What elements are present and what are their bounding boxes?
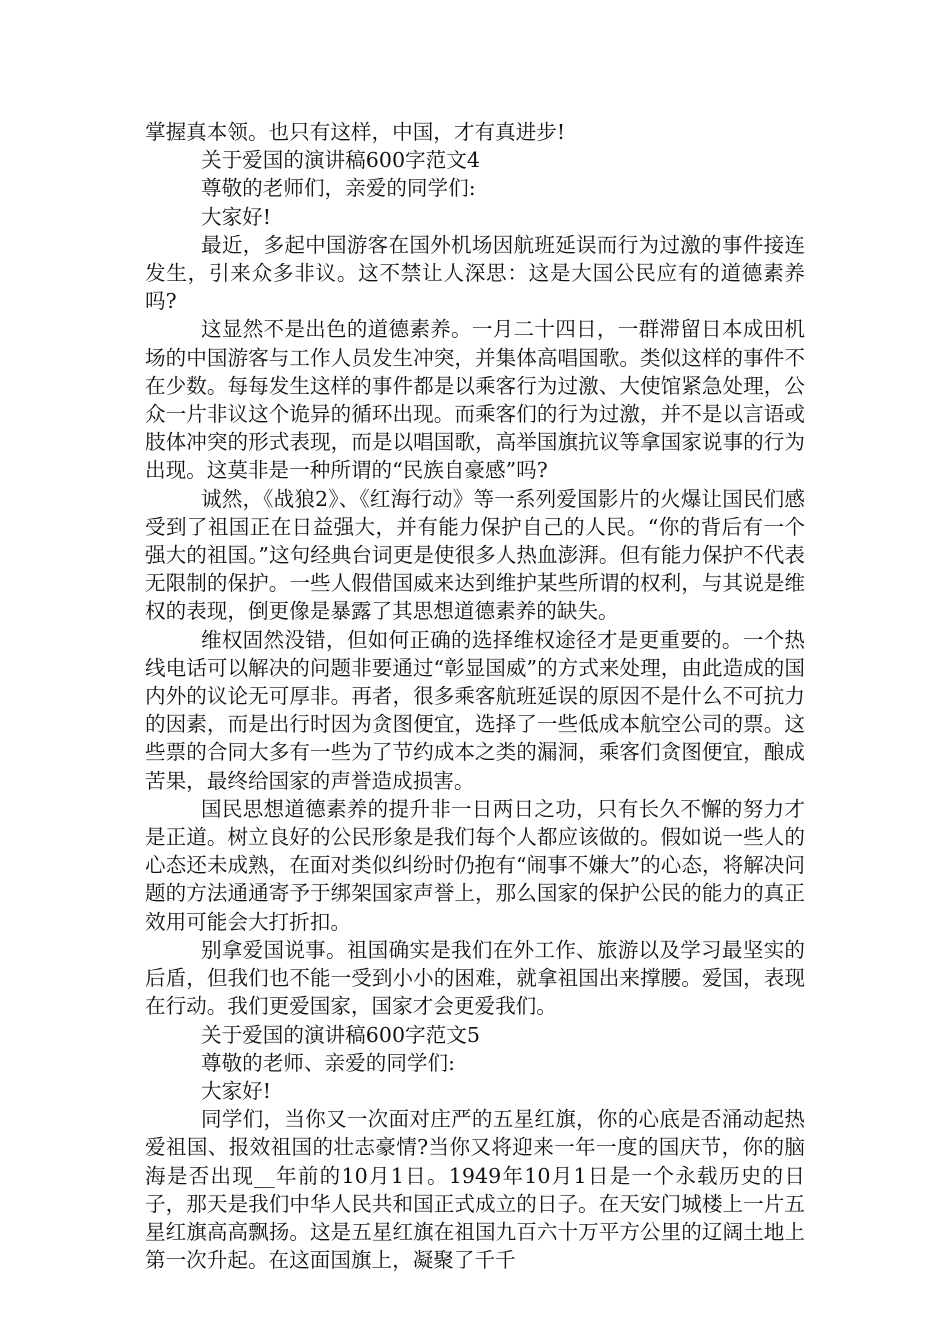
paragraph-flag: 同学们，当你又一次面对庄严的五星红旗，你的心底是否涌动起热爱祖国、报效祖国的壮志豪情?当你又将迎来一年一度的国庆节，你的脑海是否出现__年前的10月1日。1949年10月1日是一个永载历史的日子，那天是我们中华人民共和国正式成立的日子。在天安门城楼上一片五星红旗高高飘扬。这是五星红旗在祖国九百六十万平方公里的辽阔土地上第一次升起。在这面国旗上，凝聚了千千 [145, 1107, 805, 1273]
paragraph-conclusion: 别拿爱国说事。祖国确实是我们在外工作、旅游以及学习最坚实的后盾，但我们也不能一受到小小的困难，就拿祖国出来撑腰。爱国，表现在行动。我们更爱国家，国家才会更爱我们。 [145, 937, 805, 1019]
paragraph-morality: 国民思想道德素养的提升非一日两日之功，只有长久不懈的努力才是正道。树立良好的公民形象是我们每个人都应该做的。假如说一些人的心态还未成熟，在面对类似纠纷时仍抱有“闹事不嫌大”的心态，将解决问题的方法通通寄予于绑架国家声誉上，那么国家的保护公民的能力的真正效用可能会大打折扣。 [145, 796, 805, 934]
section-title-4: 关于爱国的演讲稿600字范文4 [201, 148, 480, 173]
section-title-5: 关于爱国的演讲稿600字范文5 [201, 1022, 480, 1047]
paragraph-intro: 最近，多起中国游客在国外机场因航班延误而行为过激的事件接连发生，引来众多非议。这不禁让人深思：这是大国公民应有的道德素养吗? [145, 232, 805, 314]
paragraph-incident: 这显然不是出色的道德素养。一月二十四日，一群滞留日本成田机场的中国游客与工作人员发生冲突，并集体高唱国歌。类似这样的事件不在少数。每每发生这样的事件都是以乘客行为过激、大使馆紧急处理，公众一片非议这个诡异的循环出现。而乘客们的行为过激，并不是以言语或肢体冲突的形式表现，而是以唱国歌，高举国旗抗议等拿国家说事的行为出现。这莫非是一种所谓的“民族自豪感”吗? [145, 317, 805, 483]
paragraph-rights: 维权固然没错，但如何正确的选择维权途径才是更重要的。一个热线电话可以解决的问题非要通过“彰显国威”的方式来处理，由此造成的国内外的议论无可厚非。再者，很多乘客航班延误的原因不是什么不可抗力的因素，而是出行时因为贪图便宜，选择了一些低成本航空公司的票。这些票的合同大多有一些为了节约成本之类的漏洞，乘客们贪图便宜，酿成苦果，最终给国家的声誉造成损害。 [145, 627, 805, 793]
salutation-2: 尊敬的老师、亲爱的同学们: [201, 1050, 456, 1075]
salutation: 尊敬的老师们，亲爱的同学们: [201, 176, 476, 201]
greeting: 大家好! [201, 204, 272, 229]
document-body [145, 118, 805, 1274]
greeting-2: 大家好! [201, 1078, 272, 1103]
paragraph-films: 诚然，《战狼2》、《红海行动》等一系列爱国影片的火爆让国民们感受到了祖国正在日益强大，并有能力保护自己的人民。“你的背后有一个强大的祖国。”这句经典台词更是使很多人热血澎湃。但有能力保护不代表无限制的保护。一些人假借国威来达到维护某些所谓的权利，与其说是维权的表现，倒更像是暴露了其思想道德素养的缺失。 [145, 486, 805, 624]
paragraph-1: 掌握真本领。也只有这样，中国，才有真进步! [145, 120, 566, 144]
